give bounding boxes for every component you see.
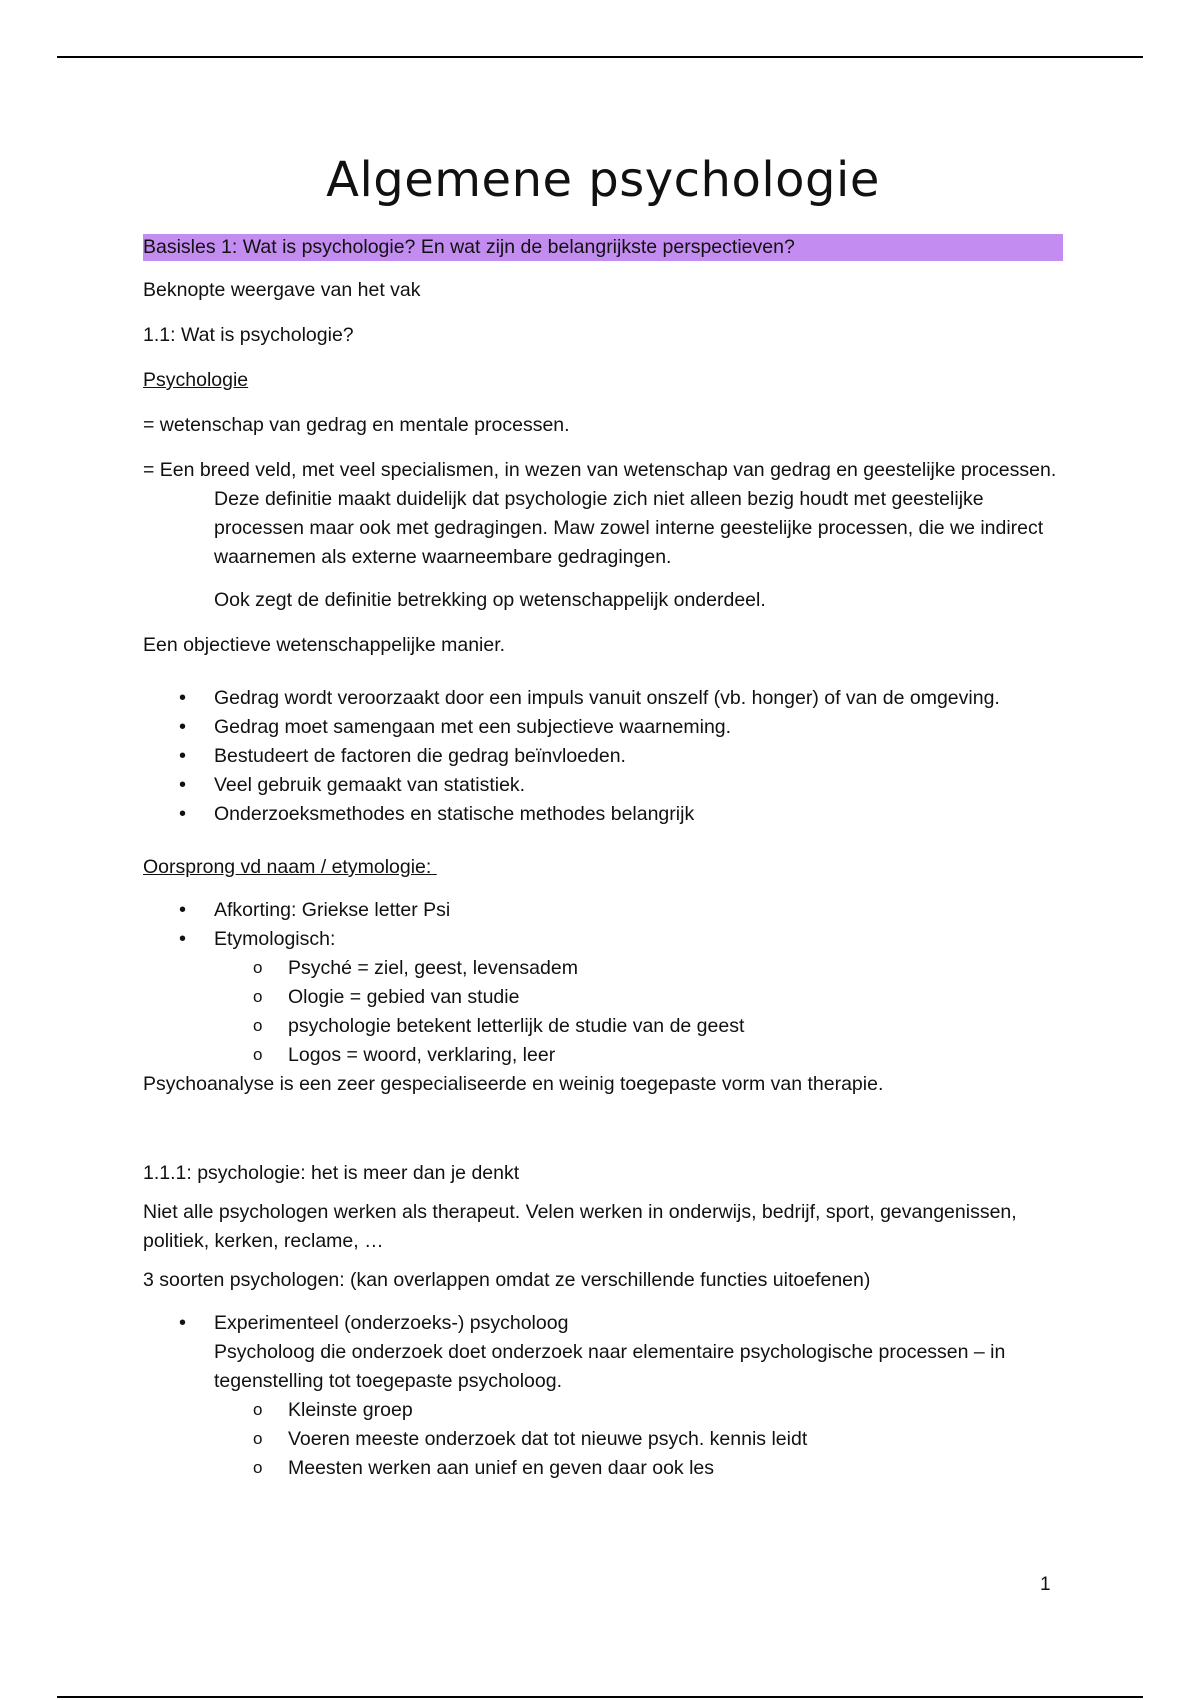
experimental-sublist	[143, 1396, 1063, 1483]
list-item: • Gedrag moet samengaan met een subjectieve waarneming.	[143, 713, 1063, 742]
list-item: • Gedrag wordt veroorzaakt door een impuls vanuit onszelf (vb. honger) of van de omgeving.	[143, 684, 1063, 713]
list-item: o Voeren meeste onderzoek dat tot nieuwe psych. kennis leidt	[143, 1425, 1063, 1454]
list-item: o Kleinste groep	[143, 1396, 1063, 1425]
origin-list	[143, 896, 1063, 954]
list-item: • Afkorting: Griekse letter Psi	[143, 896, 1063, 925]
header-rule	[57, 56, 1143, 58]
list-item: o Logos = woord, verklaring, leer	[143, 1041, 1063, 1070]
lesson-heading-highlight: Basisles 1: Wat is psychologie? En wat zijn de belangrijkste perspectieven?	[143, 234, 1063, 261]
psychoanalyse-paragraph: Psychoanalyse is een zeer gespecialiseerde en weinig toegepaste vorm van therapie.	[143, 1073, 884, 1095]
overview-paragraph: Beknopte weergave van het vak	[143, 279, 421, 301]
document-body	[143, 140, 1063, 1483]
origin-heading: Oorsprong vd naam / etymologie:	[143, 856, 437, 878]
psychologie-heading: Psychologie	[143, 369, 249, 391]
indent-paragraph-2: Ook zegt de definitie betrekking op wetenschappelijk onderdeel.	[214, 589, 766, 611]
list-item: o Meesten werken aan unief en geven daar ook les	[143, 1454, 1063, 1483]
list-item	[143, 1309, 1063, 1396]
etymology-sublist	[143, 954, 1063, 1070]
objective-paragraph: Een objectieve wetenschappelijke manier.	[143, 634, 506, 656]
list-item: • Veel gebruik gemaakt van statistiek.	[143, 771, 1063, 800]
three-kinds-paragraph: 3 soorten psychologen: (kan overlappen omdat ze verschillende functies uitoefenen)	[143, 1269, 871, 1291]
not-all-paragraph: Niet alle psychologen werken als therapeut. Velen werken in onderwijs, bedrijf, sport, gevangenissen, politiek, kerken, reclame, …	[143, 1201, 1017, 1252]
definition-1: = wetenschap van gedrag en mentale processen.	[143, 414, 570, 436]
page-number: 1	[1040, 1574, 1051, 1595]
experimental-title: Experimenteel (onderzoeks-) psycholoog	[214, 1312, 569, 1334]
section-1-1-1-heading: 1.1.1: psychologie: het is meer dan je denkt	[143, 1162, 520, 1184]
lesson-heading-wrap	[143, 234, 1063, 261]
section-1-1-heading: 1.1: Wat is psychologie?	[143, 324, 354, 346]
list-item: o Psyché = ziel, geest, levensadem	[143, 954, 1063, 983]
list-item: o psychologie betekent letterlijk de studie van de geest	[143, 1012, 1063, 1041]
list-item: o Ologie = gebied van studie	[143, 983, 1063, 1012]
characteristics-list	[143, 684, 1063, 829]
indent-paragraph-1: Deze definitie maakt duidelijk dat psychologie zich niet alleen bezig houdt met geestelijke processen maar ook met gedragingen. Maw zowel interne geestelijke processen, die we indirect waarnemen als externe waarneembare gedragingen.	[214, 488, 1044, 568]
experimental-description: Psycholoog die onderzoek doet onderzoek naar elementaire psychologische processen – in tegenstelling tot toegepaste psycholoog.	[214, 1341, 1006, 1392]
document-title: Algemene psychologie	[326, 152, 880, 208]
definition-2: = Een breed veld, met veel specialismen, in wezen van wetenschap van gedrag en geestelijke processen.	[143, 459, 1057, 481]
footer-rule	[57, 1696, 1143, 1698]
list-item: • Bestudeert de factoren die gedrag beïnvloeden.	[143, 742, 1063, 771]
list-item: • Etymologisch:	[143, 925, 1063, 954]
psychologist-types-list	[143, 1309, 1063, 1396]
list-item: • Onderzoeksmethodes en statische methodes belangrijk	[143, 800, 1063, 829]
